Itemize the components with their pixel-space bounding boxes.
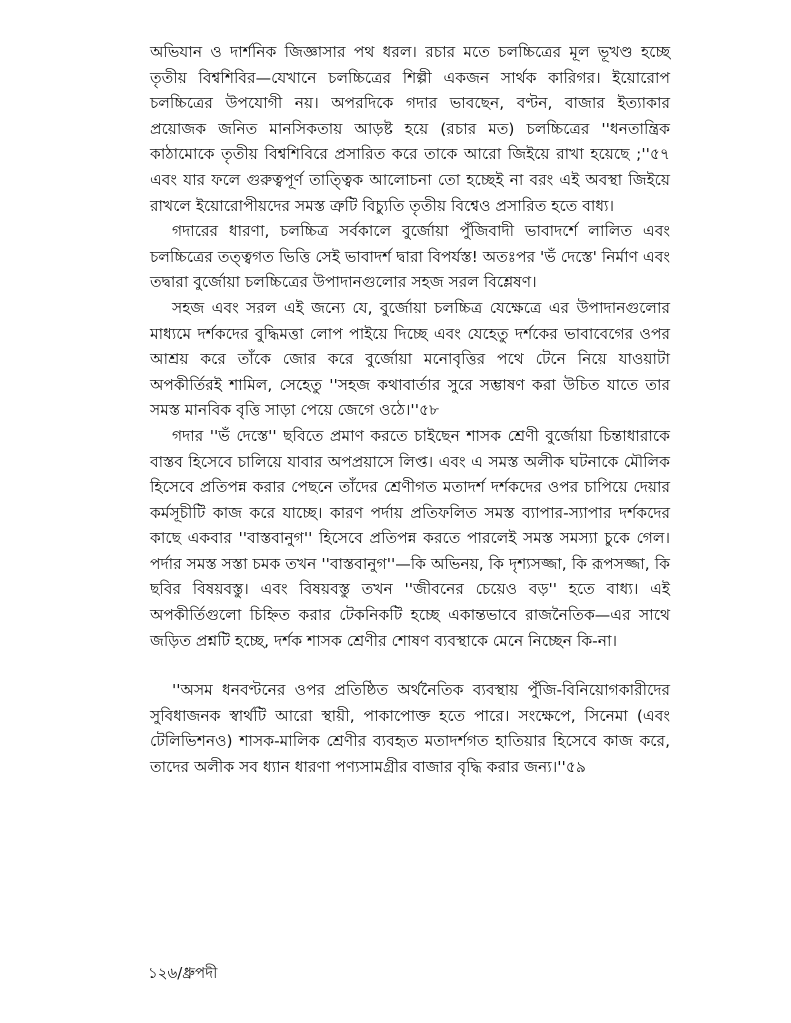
paragraph-2: গদারের ধারণা, চলচ্চিত্র সর্বকালে বুর্জোয়া পুঁজিবাদী ভাবাদর্শে লালিত এবং চলচ্চিত্রের তত্ত্বগত ভিত্তি সেই ভাবাদর্শ দ্বারা বিপর্যস্ত! অতঃপর 'ভঁ দেস্তে' নির্মাণ এবং তদ্বারা বুর্জোয়া চলচ্চিত্রের উপাদানগুলোর সহজ সরল বিশ্লেষণ। — [150, 222, 670, 292]
body-text — [150, 40, 670, 781]
paragraph-4: গদার ''ভঁ দেস্তে'' ছবিতে প্রমাণ করতে চাইছেন শাসক শ্রেণী বুর্জোয়া চিন্তাধারাকে বাস্তব হিসেবে চালিয়ে যাবার অপপ্রয়াসে লিপ্ত। এবং এ সমস্ত অলীক ঘটনাকে মৌলিক হিসেবে প্রতিপন্ন করার পেছনে তাঁদের শ্রেণীগত মতাদর্শ দর্শকদের ওপর চাপিয়ে দেয়ার কর্মসূচীটি কাজ করে যাচ্ছে। কারণ পর্দায় প্রতিফলিত সমস্ত ব্যাপার-স্যাপার দর্শকদের কাছে একবার ''বাস্তবানুগ'' হিসেবে প্রতিপন্ন করতে পারলেই সমস্ত সমস্যা চুকে গেল। পর্দার সমস্ত সস্তা চমক তখন ''বাস্তবানুগ''—কি অভিনয়, কি দৃশ্যসজ্জা, কি রূপসজ্জা, কি ছবির বিষয়বস্তু। এবং বিষয়বস্তু তখন ''জীবনের চেয়েও বড়'' হতে বাধ্য। এই অপকীর্তিগুলো চিহ্নিত করার টেকনিকটি হচ্ছে একান্তভাবে রাজনৈতিক—এর সাথে জড়িত প্রশ্নটি হচ্ছে, দর্শক শাসক শ্রেণীর শোষণ ব্যবস্থাকে মেনে নিচ্ছেন কি-না। — [150, 426, 670, 650]
page-footer: ১২৬/ধ্রুপদী — [148, 964, 218, 982]
block-quote: ''অসম ধনবণ্টনের ওপর প্রতিষ্ঠিত অর্থনৈতিক ব্যবস্থায় পুঁজি-বিনিয়োগকারীদের সুবিধাজনক স্বার্থটি আরো স্থায়ী, পাকাপোক্ত হতে পারে। সংক্ষেপে, সিনেমা (এবং টেলিভিশনও) শাসক-মালিক শ্রেণীর ব্যবহৃত মতাদর্শগত হাতিয়ার হিসেবে কাজ করে, তাদের অলীক সব ধ্যান ধারণা পণ্যসামগ্রীর বাজার বৃদ্ধি করার জন্য।''৫৯ — [150, 681, 670, 777]
paragraph-1: অভিযান ও দার্শনিক জিজ্ঞাসার পথ ধরল। রচার মতে চলচ্চিত্রের মূল ভূখণ্ড হচ্ছে তৃতীয় বিশ্বশিবির—যেখানে চলচ্চিত্রের শিল্পী একজন সার্থক কারিগর। ইয়োরোপ চলচ্চিত্রের উপযোগী নয়। অপরদিকে গদার ভাবছেন, বণ্টন, বাজার ইত্যাকার প্রয়োজক জনিত মানসিকতায় আড়ষ্ট হয়ে (রচার মত) চলচ্চিত্রের ''ধনতান্ত্রিক কাঠামোকে তৃতীয় বিশ্বশিবিরে প্রসারিত করে তাকে আরো জিইয়ে রাখা হয়েছে ;''৫৭ এবং যার ফলে গুরুত্বপূর্ণ তাত্ত্বিক আলোচনা তো হচ্ছেই না বরং এই অবস্থা জিইয়ে রাখলে ইয়োরোপীয়দের সমস্ত ত্রুটি বিচ্যুতি তৃতীয় বিশ্বেও প্রসারিত হতে বাধ্য। — [150, 43, 670, 215]
paragraph-3: সহজ এবং সরল এই জন্যে যে, বুর্জোয়া চলচ্চিত্র যেক্ষেত্রে এর উপাদানগুলোর মাধ্যমে দর্শকদের বুদ্ধিমত্তা লোপ পাইয়ে দিচ্ছে এবং যেহেতু দর্শকের ভাবাবেগের ওপর আশ্রয় করে তাঁকে জোর করে বুর্জোয়া মনোবৃত্তির পথে টেনে নিয়ে যাওয়াটা অপকীর্তিরই শামিল, সেহেতু ''সহজ কথাবার্তার সুরে সম্ভাষণ করা উচিত যাতে তার সমস্ত মানবিক বৃত্তি সাড়া পেয়ে জেগে ওঠে।''৫৮ — [150, 298, 670, 420]
